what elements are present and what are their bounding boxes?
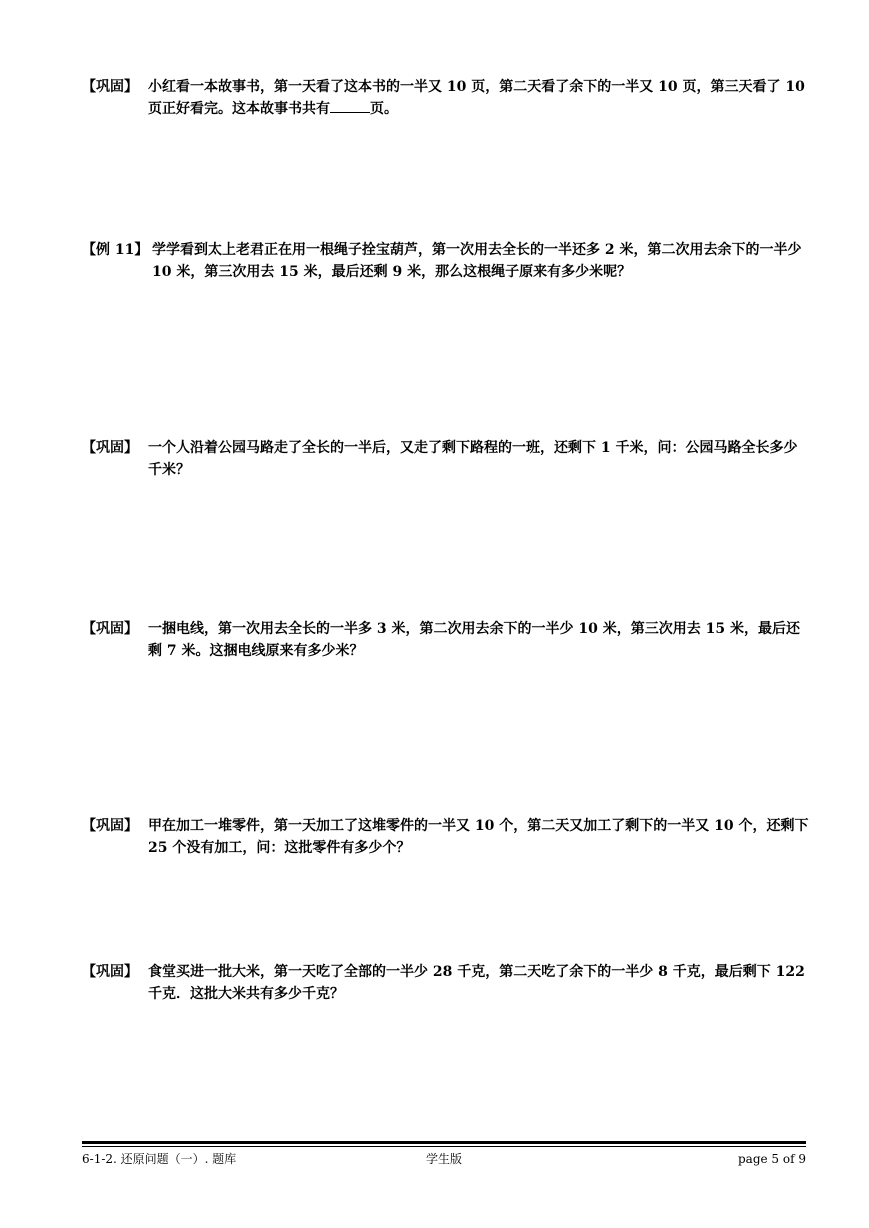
- problem-5-tag: 【巩固】: [82, 818, 138, 834]
- problem-2-tag: 【例 11】: [82, 242, 149, 258]
- problem-1-tag: 【巩固】: [82, 79, 138, 95]
- problem-2: [82, 239, 810, 283]
- problem-4-tag: 【巩固】: [82, 621, 138, 637]
- problem-1-text-before: 小红看一本故事书，第一天看了这本书的一半又 10 页，第二天看了余下的一半又 10 页，第三天看了 10 页正好看完。这本故事书共有: [148, 79, 805, 117]
- problem-1: [82, 76, 810, 120]
- footer-document-title: 6-1-2. 还原问题（一）. 题库: [82, 1152, 237, 1166]
- answer-blank[interactable]: [330, 98, 370, 113]
- problem-6-text: 食堂买进一批大米，第一天吃了全部的一半少 28 千克，第二天吃了余下的一半少 8 千克，最后剩下 122 千克．这批大米共有多少千克？: [148, 964, 805, 1002]
- footer-page-number: page 5 of 9: [738, 1152, 806, 1166]
- problem-6-tag: 【巩固】: [82, 964, 138, 980]
- problem-3-tag: 【巩固】: [82, 440, 138, 456]
- footer-divider-thin: [82, 1146, 806, 1147]
- problem-3: [82, 437, 810, 481]
- problem-6: [82, 961, 810, 1005]
- footer-divider-thick: [82, 1141, 806, 1144]
- footer-edition: 学生版: [425, 1152, 462, 1166]
- problem-4-text: 一捆电线，第一次用去全长的一半多 3 米，第二次用去余下的一半少 10 米，第三次用去 15 米，最后还剩 7 米。这捆电线原来有多少米？: [148, 621, 800, 659]
- problem-5: [82, 815, 810, 859]
- problem-3-text: 一个人沿着公园马路走了全长的一半后，又走了剩下路程的一班，还剩下 1 千米，问：公园马路全长多少千米？: [148, 440, 798, 478]
- problem-1-text: [148, 76, 810, 120]
- problem-5-text: 甲在加工一堆零件，第一天加工了这堆零件的一半又 10 个，第二天又加工了剩下的一半又 10 个，还剩下 25 个没有加工，问：这批零件有多少个？: [148, 818, 809, 856]
- problem-4: [82, 618, 810, 662]
- problem-2-text: 学学看到太上老君正在用一根绳子拴宝葫芦，第一次用去全长的一半还多 2 米，第二次用去余下的一半少 10 米，第三次用去 15 米，最后还剩 9 米，那么这根绳子原来有多少米呢？: [152, 242, 802, 280]
- problem-1-text-after: 页。: [370, 101, 398, 117]
